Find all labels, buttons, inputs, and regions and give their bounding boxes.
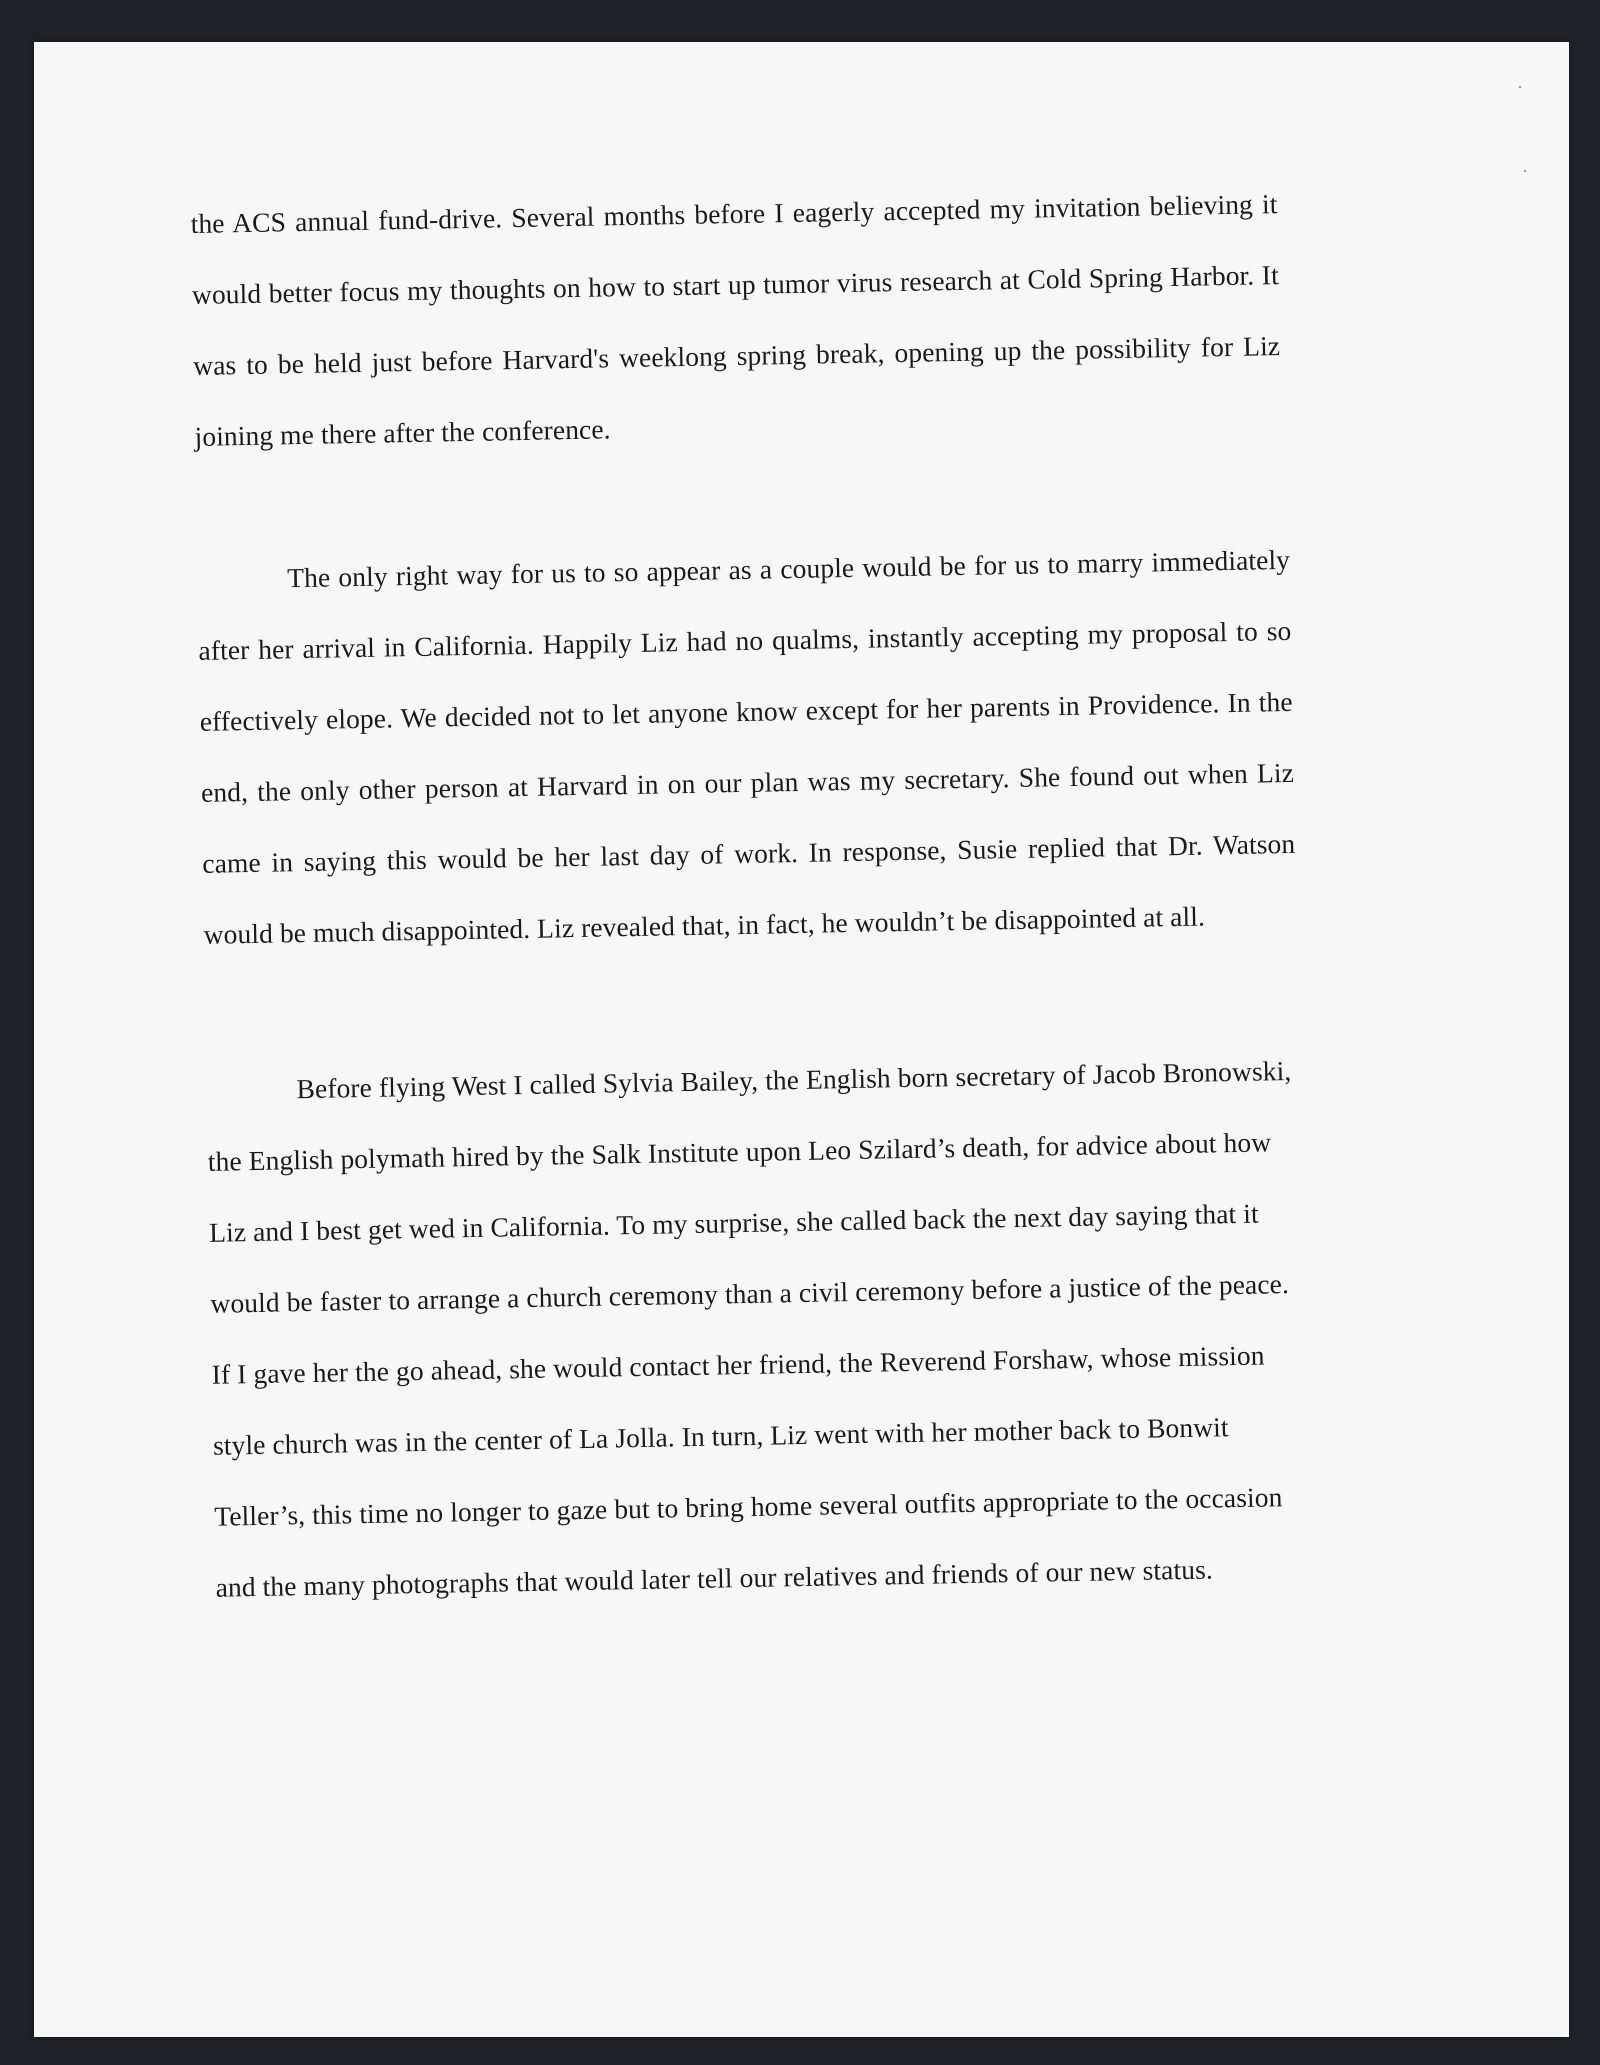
paper-speck <box>1519 86 1521 88</box>
paper-speck <box>1524 170 1526 172</box>
paragraph-2: The only right way for us to so appear as a couple would be for us to marry immediately after her arrival in California. Happily Liz had no qualms, instantly accepting my proposal to so effectively elope. We decided not to let anyone know except for her parents in Providence. In the end, the only other person at Harvard in on our plan was my secretary. She found out when Liz came in saying this would be her last day of work. In response, Susie replied that Dr. Watson would be much disappointed. Liz revealed that, in fact, he wouldn’t be disappointed at all. <box>198 543 1296 950</box>
paragraph-1: the ACS annual fund-drive. Several months before I eagerly accepted my invitation believing it would better focus my thoughts on how to start up tumor virus research at Cold Spring Harbor. It was to be held just before Harvard's weeklong spring break, opening up the possibility for Liz joining me there after the conference. <box>190 188 1281 452</box>
paragraph-3: Before flying West I called Sylvia Bailey, the English born secretary of Jacob Bronowski, the English polymath hired by the Salk Institute upon Leo Szilard’s death, for advice about how Liz and I best get wed in California. To my surprise, she called back the next day saying that it would be faster to arrange a church ceremony than a civil ceremony before a justice of the peace. If I gave her the go ahead, she would contact her friend, the Reverend Forshaw, whose mission style church was in the center of La Jolla. In turn, Liz went with her mother back to Bonwit Teller’s, this time no longer to gaze but to bring home several outfits appropriate to the occasion and the many photographs that would later tell our relatives and friends of our new status. <box>207 1054 1292 1603</box>
document-body <box>190 167 1346 1622</box>
